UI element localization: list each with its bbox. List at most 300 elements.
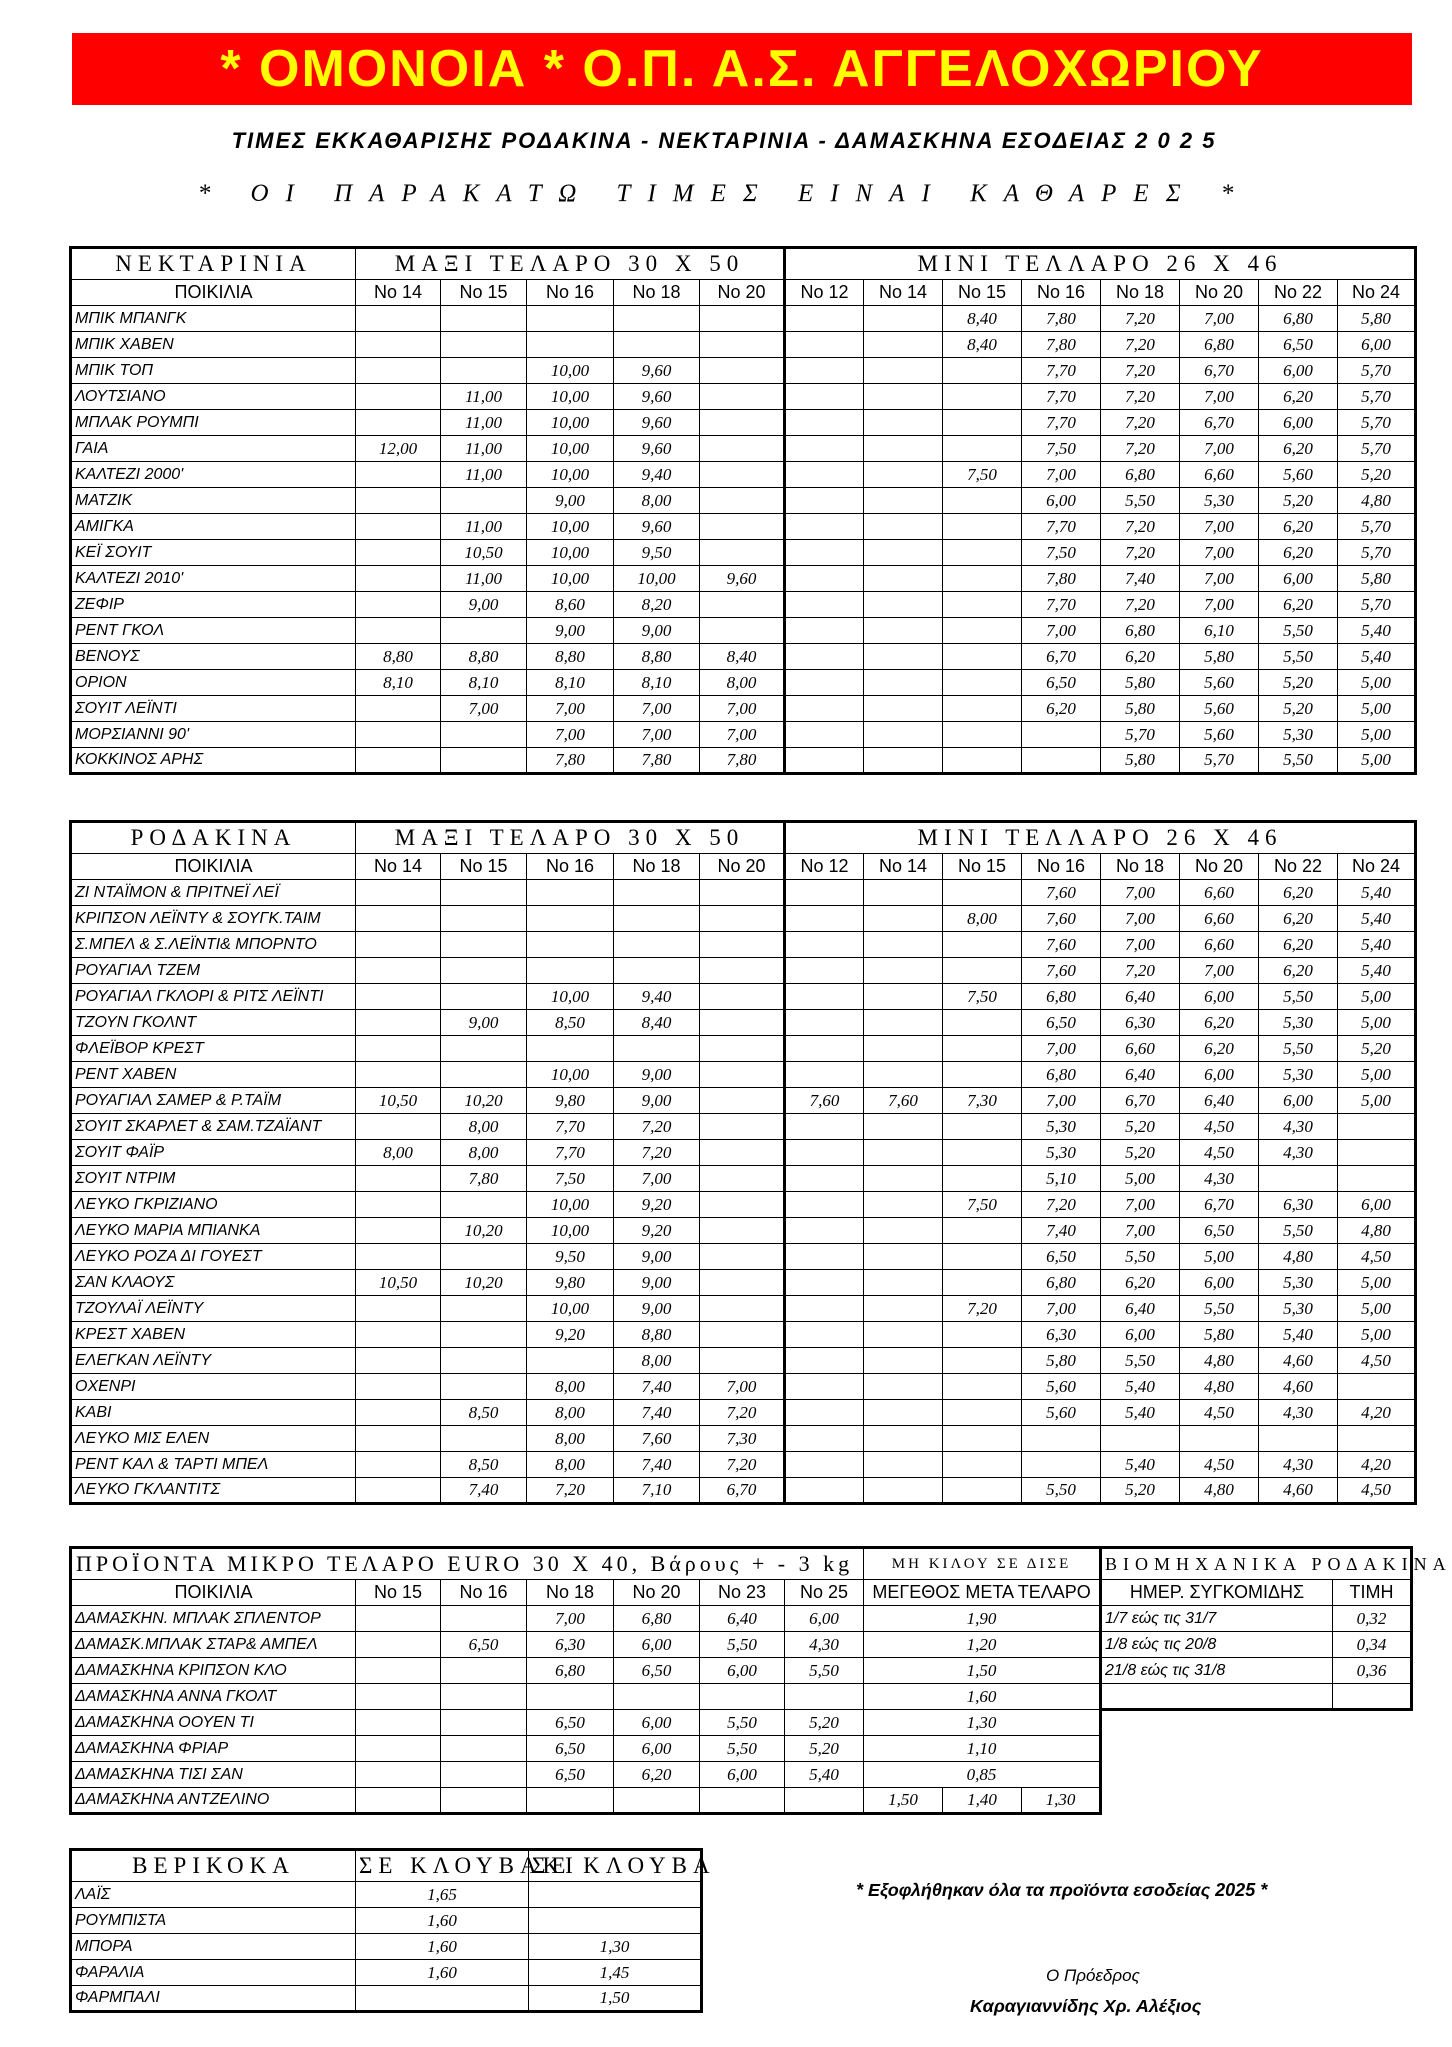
price-cell: 7,80 [1022, 566, 1101, 592]
price-cell [785, 618, 864, 644]
price-cell: 5,50 [700, 1736, 785, 1762]
price-cell: 7,30 [943, 1088, 1022, 1114]
price-cell: 7,20 [1101, 384, 1180, 410]
price-cell: 5,50 [1259, 618, 1338, 644]
price-cell [441, 358, 527, 384]
price-cell: 11,00 [441, 514, 527, 540]
size-header: No 18 [1101, 280, 1180, 306]
table-row [71, 1244, 1416, 1270]
price-cell: 9,20 [614, 1192, 700, 1218]
price-cell: 8,10 [527, 670, 614, 696]
price-cell: 4,50 [1180, 1140, 1259, 1166]
size-header: No 15 [356, 1580, 441, 1606]
table-row [71, 1684, 1101, 1710]
price-cell: 9,50 [614, 540, 700, 566]
table-row [71, 1960, 702, 1986]
variety-name: ΡΟΥΑΓΙΑΛ ΣΑΜΕΡ & Ρ.ΤΑΪΜ [71, 1088, 356, 1114]
price-cell: 8,80 [527, 644, 614, 670]
price-cell [864, 514, 943, 540]
price-cell: 8,80 [614, 644, 700, 670]
price-cell: 8,40 [700, 644, 785, 670]
price-cell [943, 1426, 1022, 1452]
price-cell [700, 358, 785, 384]
price-cell [356, 880, 441, 906]
variety-name: ΣΟΥΙΤ ΣΚΑΡΛΕΤ & ΣΑΜ.ΤΖΑΪΑΝΤ [71, 1114, 356, 1140]
large-crate-header: ΣΕ ΚΛΟΥΒΑ [529, 1850, 702, 1882]
price-cell [356, 462, 441, 488]
price-cell [785, 410, 864, 436]
price-cell [441, 1036, 527, 1062]
kilo-price-cell: 0,85 [864, 1762, 1101, 1788]
price-cell [864, 1374, 943, 1400]
price-cell: 5,60 [1180, 722, 1259, 748]
price-cell [700, 1192, 785, 1218]
price-cell [785, 1684, 864, 1710]
price-cell [864, 932, 943, 958]
price-cell [356, 1478, 441, 1504]
price-cell [864, 906, 943, 932]
size-header-row [71, 1580, 1101, 1606]
price-cell: 7,50 [943, 984, 1022, 1010]
size-header: No 18 [614, 854, 700, 880]
size-header: No 15 [943, 280, 1022, 306]
price-cell [785, 1322, 864, 1348]
price-cell [785, 488, 864, 514]
price-cell: 5,20 [1338, 462, 1416, 488]
price-cell: 6,00 [700, 1658, 785, 1684]
price-cell [356, 410, 441, 436]
price-cell: 9,60 [614, 384, 700, 410]
price-cell: 7,20 [943, 1296, 1022, 1322]
size-header: No 15 [943, 854, 1022, 880]
price-cell [785, 1270, 864, 1296]
size-header: No 15 [441, 280, 527, 306]
price-cell [943, 540, 1022, 566]
price-cell: 6,70 [700, 1478, 785, 1504]
kilo-price-cell: 1,30 [864, 1710, 1101, 1736]
price-cell: 5,70 [1338, 592, 1416, 618]
price-cell: 6,20 [1022, 696, 1101, 722]
price-cell: 6,00 [1022, 488, 1101, 514]
price-cell: 1,30 [529, 1934, 702, 1960]
variety-name: ΓΑΙΑ [71, 436, 356, 462]
size-header: No 22 [1259, 854, 1338, 880]
variety-name: ΤΖΟΥΛΑΪ ΛΕΪΝΤΥ [71, 1296, 356, 1322]
variety-name: ΑΜΙΓΚΑ [71, 514, 356, 540]
size-header: No 18 [614, 280, 700, 306]
kilo-price-cell: 1,10 [864, 1736, 1101, 1762]
price-cell: 9,40 [614, 984, 700, 1010]
price-cell: 6,00 [1180, 984, 1259, 1010]
price-cell: 5,50 [700, 1710, 785, 1736]
variety-name: ΛΕΥΚΟ ΡΟΖΑ ΔΙ ΓΟΥΕΣΤ [71, 1244, 356, 1270]
price-cell [356, 1296, 441, 1322]
price-cell: 7,00 [527, 1606, 614, 1632]
size-header-row [71, 854, 1416, 880]
price-cell [529, 1882, 702, 1908]
size-header: No 22 [1259, 280, 1338, 306]
price-cell: 6,70 [1180, 1192, 1259, 1218]
price-cell [441, 748, 527, 774]
price-cell [785, 1140, 864, 1166]
price-cell: 6,20 [1259, 384, 1338, 410]
price-cell: 9,50 [527, 1244, 614, 1270]
price-cell: 10,00 [527, 566, 614, 592]
price-cell [356, 1632, 441, 1658]
signature-role: Ο Πρόεδρος [1046, 1966, 1140, 1985]
price-cell [1338, 1140, 1416, 1166]
price-cell: 8,50 [441, 1400, 527, 1426]
price-cell: 4,60 [1259, 1478, 1338, 1504]
price-cell [943, 488, 1022, 514]
price-cell [864, 1400, 943, 1426]
variety-name: ΔΑΜΑΣΚΗΝ. ΜΠΛΑΚ ΣΠΛΕΝΤΟΡ [71, 1606, 356, 1632]
price-cell: 4,80 [1338, 1218, 1416, 1244]
table-row [71, 488, 1416, 514]
price-cell [943, 1374, 1022, 1400]
price-cell: 4,50 [1338, 1348, 1416, 1374]
price-cell [614, 906, 700, 932]
price-cell: 4,80 [1180, 1374, 1259, 1400]
table-row [71, 644, 1416, 670]
apricots-title: ΒΕΡΙΚΟΚΑ [71, 1850, 356, 1882]
price-cell: 8,00 [527, 1374, 614, 1400]
price-cell: 5,60 [1022, 1374, 1101, 1400]
price-cell [356, 1762, 441, 1788]
price-cell [614, 1036, 700, 1062]
price-cell [943, 748, 1022, 774]
kilo-price-cell: 1,20 [864, 1632, 1101, 1658]
price-cell: 8,80 [441, 644, 527, 670]
price-cell: 7,50 [527, 1166, 614, 1192]
variety-name: ΔΑΜΑΣΚΗΝΑ ΚΡΙΠΣΟΝ ΚΛΟ [71, 1658, 356, 1684]
size-header: No 12 [785, 854, 864, 880]
price-cell: 7,50 [943, 1192, 1022, 1218]
price-cell: 5,50 [1259, 1036, 1338, 1062]
price-cell: 7,00 [1101, 932, 1180, 958]
table-row [71, 1062, 1416, 1088]
price-cell: 4,30 [1180, 1166, 1259, 1192]
price-cell: 9,00 [614, 1088, 700, 1114]
price-cell [1338, 1166, 1416, 1192]
price-cell [1259, 1426, 1338, 1452]
price-cell: 7,00 [1022, 1296, 1101, 1322]
price-cell [943, 1114, 1022, 1140]
price-cell [785, 1036, 864, 1062]
price-cell [785, 462, 864, 488]
variety-name: ΛΕΥΚΟ ΜΑΡΙΑ ΜΠΙΑΝΚΑ [71, 1218, 356, 1244]
price-cell [864, 1166, 943, 1192]
price-cell: 8,10 [441, 670, 527, 696]
size-header: No 25 [785, 1580, 864, 1606]
price-cell [614, 958, 700, 984]
variety-name: ΦΛΕΪΒΟΡ ΚΡΕΣΤ [71, 1036, 356, 1062]
price-cell [527, 332, 614, 358]
price-cell: 5,80 [1338, 306, 1416, 332]
price-cell: 6,00 [614, 1632, 700, 1658]
price-cell [943, 1140, 1022, 1166]
price-cell [441, 1710, 527, 1736]
price-cell: 6,20 [1101, 644, 1180, 670]
price-cell: 6,00 [1180, 1270, 1259, 1296]
variety-name: ΚΑΛΤΕΖΙ 2000' [71, 462, 356, 488]
price-cell [785, 1010, 864, 1036]
price-cell [356, 1218, 441, 1244]
variety-name: ΕΛΕΓΚΑΝ ΛΕΪΝΤΥ [71, 1348, 356, 1374]
price-cell [785, 644, 864, 670]
table-row [71, 1348, 1416, 1374]
price-cell [700, 410, 785, 436]
price-cell: 6,00 [614, 1736, 700, 1762]
price-cell [864, 670, 943, 696]
variety-name: ΚΑΛΤΕΖΙ 2010' [71, 566, 356, 592]
price-cell [864, 1218, 943, 1244]
price-cell: 7,00 [700, 722, 785, 748]
variety-name: ΚΑΒΙ [71, 1400, 356, 1426]
price-cell [356, 358, 441, 384]
price-cell [356, 1244, 441, 1270]
price-cell [864, 1348, 943, 1374]
price-cell [785, 1244, 864, 1270]
price-cell: 5,50 [1259, 644, 1338, 670]
price-cell: 5,30 [1259, 1296, 1338, 1322]
price-cell: 6,00 [1338, 332, 1416, 358]
price-cell: 4,30 [785, 1632, 864, 1658]
table-row [71, 514, 1416, 540]
price-cell: 10,00 [527, 1062, 614, 1088]
price-cell: 7,00 [527, 722, 614, 748]
price-cell: 7,40 [1101, 566, 1180, 592]
table-row [71, 958, 1416, 984]
price-cell: 5,80 [1101, 748, 1180, 774]
price-cell: 7,20 [1101, 306, 1180, 332]
variety-name: ΣΟΥΙΤ ΛΕΪΝΤΙ [71, 696, 356, 722]
price-cell: 5,00 [1338, 1088, 1416, 1114]
price-cell [441, 1244, 527, 1270]
price-cell [943, 1452, 1022, 1478]
table-row [1101, 1606, 1412, 1632]
price-cell: 7,00 [700, 696, 785, 722]
price-cell [864, 540, 943, 566]
price-cell: 5,30 [1022, 1114, 1101, 1140]
price-cell: 9,00 [441, 592, 527, 618]
price-cell [943, 1270, 1022, 1296]
price-cell: 8,00 [441, 1140, 527, 1166]
price-cell: 5,40 [1338, 644, 1416, 670]
price-cell [785, 1374, 864, 1400]
harvest-period: 1/7 εώς τις 31/7 [1101, 1606, 1333, 1632]
price-cell [441, 1762, 527, 1788]
price-cell [785, 958, 864, 984]
price-cell: 11,00 [441, 566, 527, 592]
variety-name: ΛΕΥΚΟ ΜΙΣ ΕΛΕΝ [71, 1426, 356, 1452]
price-cell: 5,50 [1022, 1478, 1101, 1504]
price-cell [356, 1036, 441, 1062]
price-cell [614, 306, 700, 332]
kilo-price-header: ΜΗ ΚΙΛΟΥ ΣΕ ΔΙΣΕ [864, 1548, 1101, 1580]
price-cell: 9,60 [614, 410, 700, 436]
table-row [71, 1270, 1416, 1296]
price-cell: 5,00 [1338, 1270, 1416, 1296]
price-cell: 5,30 [1259, 1062, 1338, 1088]
table-row [71, 1426, 1416, 1452]
maxi-crate-header: ΜΑΞΙ ΤΕΛΑΡΟ 30 Χ 50 [356, 248, 785, 280]
price-cell: 8,40 [943, 332, 1022, 358]
price-cell [785, 1296, 864, 1322]
price-cell: 7,80 [614, 748, 700, 774]
price-cell [700, 332, 785, 358]
variety-name: ΔΑΜΑΣΚΗΝΑ ΑΝΤΖΕΛΙΝΟ [71, 1788, 356, 1814]
variety-header: ΠΟΙΚΙΛΙΑ [71, 1580, 356, 1606]
table-row [71, 748, 1416, 774]
price-cell: 7,00 [441, 696, 527, 722]
price-cell [700, 906, 785, 932]
table-row [71, 1788, 1101, 1814]
price-cell [700, 1218, 785, 1244]
price-cell [864, 722, 943, 748]
price-cell: 7,00 [1101, 1192, 1180, 1218]
price-cell [864, 462, 943, 488]
price-cell: 5,50 [1259, 1218, 1338, 1244]
price-cell: 5,30 [1259, 1010, 1338, 1036]
price-cell [864, 1426, 943, 1452]
price-cell [864, 1062, 943, 1088]
price-header: ΤΙΜΗ [1333, 1580, 1412, 1606]
price-cell: 6,40 [1101, 984, 1180, 1010]
table-row [71, 1036, 1416, 1062]
price-cell: 5,60 [1180, 696, 1259, 722]
nectarines-title: ΝΕΚΤΑΡΙΝΙΑ [71, 248, 356, 280]
price-cell [864, 358, 943, 384]
price-cell: 10,20 [441, 1088, 527, 1114]
price-cell: 4,50 [1338, 1244, 1416, 1270]
price-cell: 5,70 [1338, 384, 1416, 410]
price-cell: 5,70 [1338, 410, 1416, 436]
table-row [71, 1374, 1416, 1400]
price-cell [1022, 1426, 1101, 1452]
price-cell: 6,80 [527, 1658, 614, 1684]
price-cell [700, 306, 785, 332]
price-cell: 6,80 [1101, 618, 1180, 644]
price-cell: 7,20 [1101, 332, 1180, 358]
kilo-price-cell: 1,60 [864, 1684, 1101, 1710]
price-cell: 12,00 [356, 436, 441, 462]
price-cell: 9,00 [614, 1062, 700, 1088]
price-cell: 5,00 [1338, 722, 1416, 748]
price-cell [1338, 1374, 1416, 1400]
price-cell [527, 306, 614, 332]
price-cell [527, 932, 614, 958]
variety-name: ΡΕΝΤ ΓΚΟΛ [71, 618, 356, 644]
price-cell: 6,80 [614, 1606, 700, 1632]
price-cell: 6,70 [1180, 358, 1259, 384]
variety-name: ΜΑΤΖΙΚ [71, 488, 356, 514]
price-cell: 4,20 [1338, 1452, 1416, 1478]
price-cell [356, 488, 441, 514]
table-row [1101, 1632, 1412, 1658]
price-cell [700, 384, 785, 410]
price-cell: 10,00 [614, 566, 700, 592]
price-cell [785, 566, 864, 592]
price-cell: 7,00 [1180, 436, 1259, 462]
harvest-date-header: ΗΜΕΡ. ΣΥΓΚΟΜΙΔΗΣ [1101, 1580, 1333, 1606]
price-cell: 5,40 [1101, 1374, 1180, 1400]
price-cell: 7,00 [700, 1374, 785, 1400]
price-cell [864, 592, 943, 618]
price-cell: 7,20 [614, 1114, 700, 1140]
price-cell: 7,20 [614, 1140, 700, 1166]
price-cell: 6,00 [1101, 1322, 1180, 1348]
price-cell [943, 1478, 1022, 1504]
price-cell: 9,60 [700, 566, 785, 592]
price-cell [943, 566, 1022, 592]
price-cell: 10,00 [527, 410, 614, 436]
table-row [71, 670, 1416, 696]
price-cell [700, 1788, 785, 1814]
price-cell: 7,60 [1022, 932, 1101, 958]
price-cell: 9,20 [527, 1322, 614, 1348]
price-cell [700, 984, 785, 1010]
price-cell [700, 488, 785, 514]
price-cell [356, 932, 441, 958]
price-cell: 7,20 [1101, 358, 1180, 384]
price-cell: 8,50 [441, 1452, 527, 1478]
size-header: No 16 [527, 854, 614, 880]
price-cell [700, 514, 785, 540]
industrial-rows [1101, 1606, 1412, 1684]
price-cell [356, 566, 441, 592]
price-cell: 7,50 [1022, 436, 1101, 462]
price-cell: 7,70 [1022, 514, 1101, 540]
price-cell [785, 1348, 864, 1374]
price-cell [356, 1166, 441, 1192]
price-cell: 6,80 [1022, 984, 1101, 1010]
price-cell [864, 384, 943, 410]
price-cell [356, 722, 441, 748]
variety-name: ΦΑΡΑΛΙΑ [71, 1960, 356, 1986]
price-cell: 7,10 [614, 1478, 700, 1504]
price-cell [700, 958, 785, 984]
price-cell: 7,40 [441, 1478, 527, 1504]
price-cell [943, 644, 1022, 670]
price-cell: 7,20 [1101, 410, 1180, 436]
price-cell [356, 1986, 529, 2012]
price-cell: 8,00 [441, 1114, 527, 1140]
price-cell [441, 306, 527, 332]
table-row [71, 1140, 1416, 1166]
price-cell: 8,80 [614, 1322, 700, 1348]
price-cell: 4,60 [1259, 1374, 1338, 1400]
price-cell [700, 436, 785, 462]
price-cell: 5,80 [1101, 696, 1180, 722]
price-cell [1338, 1426, 1416, 1452]
price-cell: 10,20 [441, 1218, 527, 1244]
price-cell: 7,70 [1022, 410, 1101, 436]
harvest-period: 1/8 εώς τις 20/8 [1101, 1632, 1333, 1658]
signature-name: Καραγιαννίδης Χρ. Αλέξιος [970, 1996, 1202, 2016]
price-cell [864, 436, 943, 462]
price-cell: 7,00 [614, 696, 700, 722]
table-row [71, 1658, 1101, 1684]
price-cell: 9,60 [614, 514, 700, 540]
variety-name: ΒΕΝΟΥΣ [71, 644, 356, 670]
price-cell: 5,50 [1101, 1348, 1180, 1374]
price-cell: 5,50 [1180, 1296, 1259, 1322]
price-cell [864, 1478, 943, 1504]
price-cell [700, 1348, 785, 1374]
price-cell [356, 540, 441, 566]
price-cell: 4,80 [1259, 1244, 1338, 1270]
